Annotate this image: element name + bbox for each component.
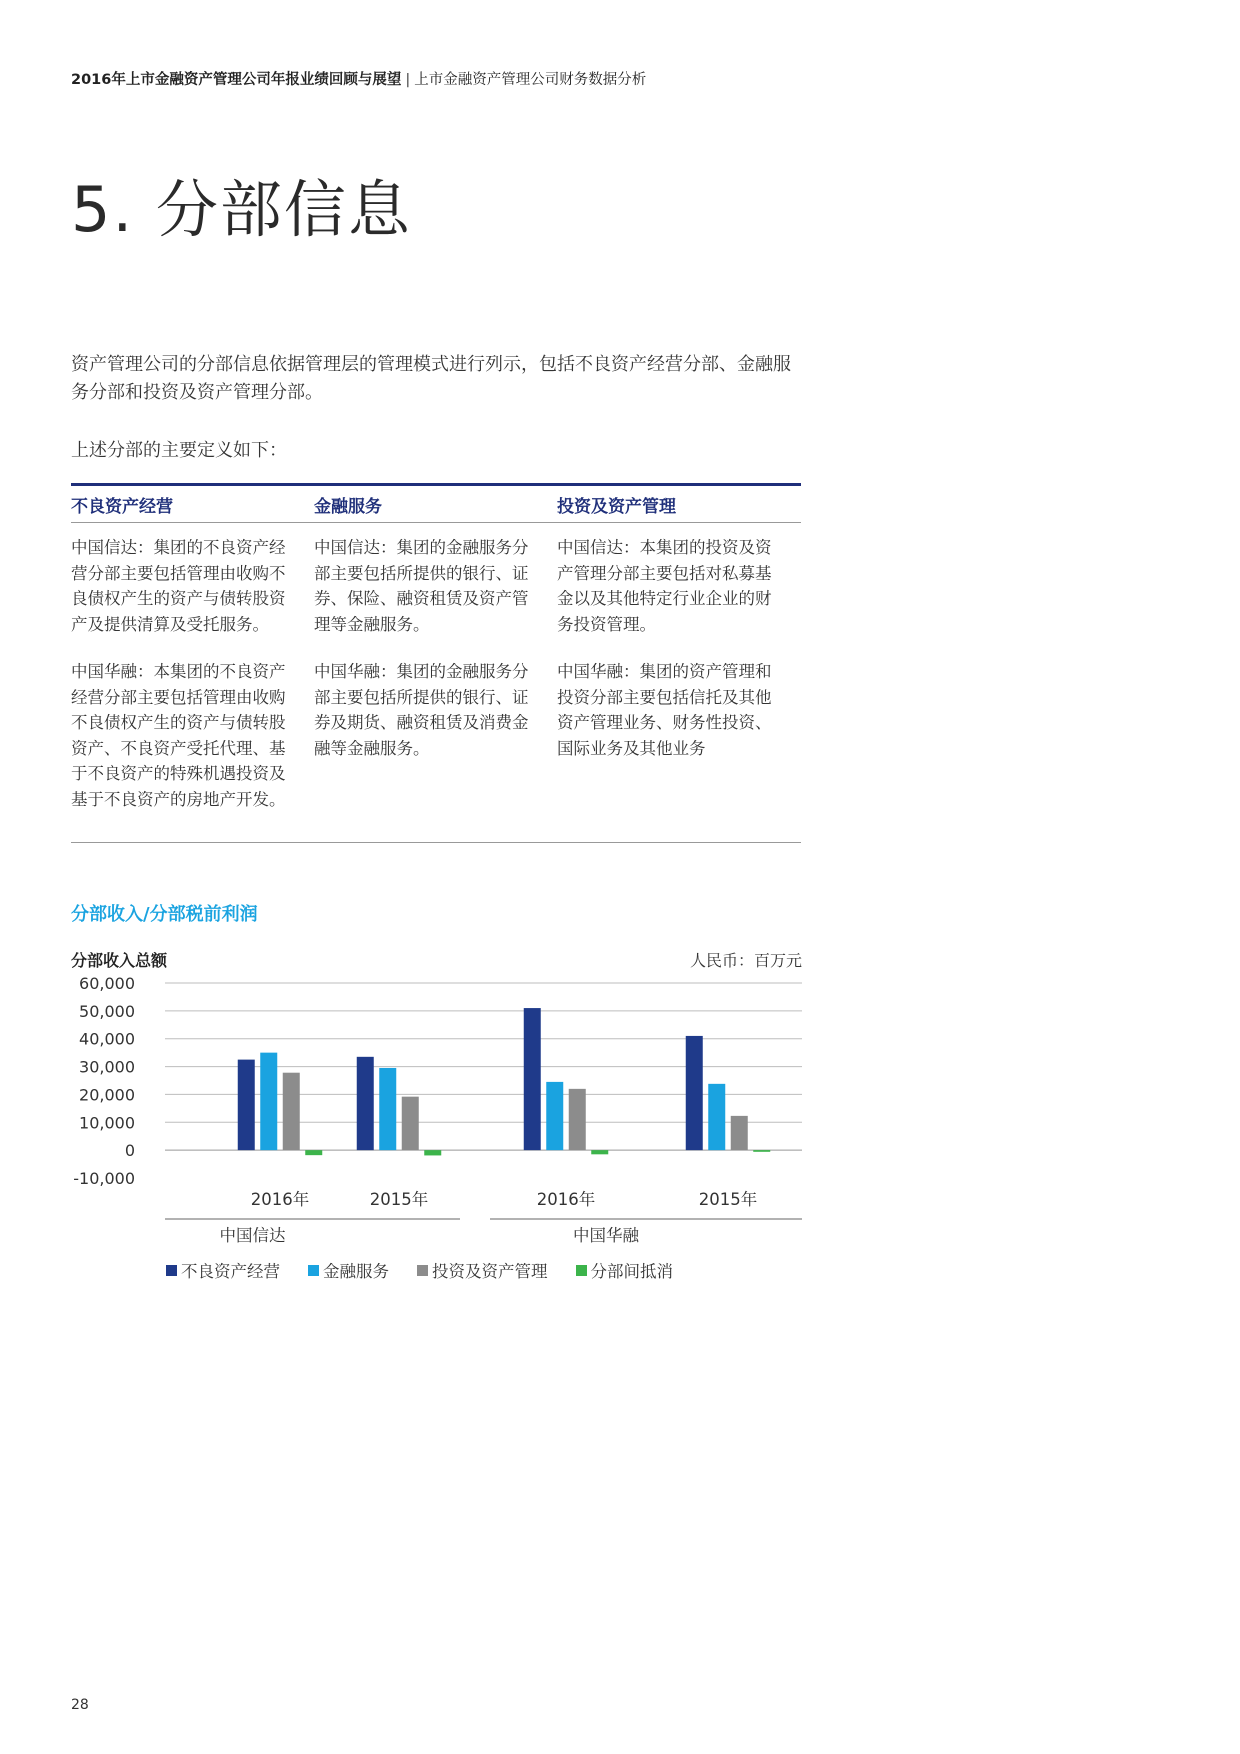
- x-tick-label: 2016年: [250, 1190, 310, 1209]
- bar: [591, 1150, 608, 1154]
- table-column-npa: [71, 535, 314, 834]
- legend-label-financial-services: 金融服务: [323, 1262, 389, 1281]
- definition-huarong-financial: 中国华融：集团的金融服务分部主要包括所提供的银行、证券及期货、融资租赁及消费金融等金融服务。: [314, 662, 529, 758]
- x-tick-label: 2015年: [698, 1190, 758, 1209]
- definition-huarong-investment: 中国华融：集团的资产管理和投资分部主要包括信托及其他资产管理业务、财务性投资、国际业务及其他业务: [557, 662, 772, 758]
- group-label: 中国华融: [573, 1226, 639, 1245]
- bar: [402, 1097, 419, 1150]
- legend-swatch-eliminations: [576, 1265, 587, 1276]
- legend-label-eliminations: 分部间抵消: [590, 1262, 673, 1281]
- page-number: 28: [71, 1697, 89, 1713]
- y-tick-label: 20,000: [79, 1085, 135, 1105]
- y-tick-label: 0: [124, 1141, 135, 1161]
- running-header: [71, 68, 646, 89]
- y-tick-label: 30,000: [79, 1057, 135, 1077]
- bar: [546, 1082, 563, 1150]
- table-heading-investment: 投资及资产管理: [557, 496, 676, 517]
- header-section-title: 上市金融资产管理公司财务数据分析: [414, 72, 647, 88]
- bar: [569, 1089, 586, 1150]
- legend-swatch-investment: [417, 1265, 428, 1276]
- x-tick-label: 2016年: [536, 1190, 596, 1209]
- chart-subtitle: 分部收入总额: [71, 951, 168, 970]
- y-tick-label: 40,000: [79, 1029, 135, 1049]
- x-tick-label: 2015年: [369, 1190, 429, 1209]
- legend-swatch-financial-services: [308, 1265, 319, 1276]
- table-body-row: [71, 523, 801, 842]
- bar: [731, 1116, 748, 1150]
- bar: [753, 1150, 770, 1152]
- chart-legend: [166, 1258, 673, 1282]
- definition-cinda-npa: 中国信达：集团的不良资产经营分部主要包括管理由收购不良债权产生的资产与债转股资产及提供清算及受托服务。: [71, 538, 286, 634]
- y-tick-label: 10,000: [79, 1113, 135, 1133]
- bar: [283, 1073, 300, 1150]
- page-title: 5. 分部信息: [71, 173, 412, 246]
- intro-paragraph: 资产管理公司的分部信息依据管理层的管理模式进行列示，包括不良资产经营分部、金融服务分部和投资及资产管理分部。: [71, 354, 791, 403]
- segment-revenue-bar-chart: [60, 975, 810, 1245]
- table-column-investment: [557, 535, 800, 834]
- lead-paragraph: 上述分部的主要定义如下：: [71, 440, 287, 461]
- definition-huarong-npa: 中国华融：本集团的不良资产经营分部主要包括管理由收购不良债权产生的资产与债转股资产、不良资产受托代理、基于不良资产的特殊机遇投资及基于不良资产的房地产开发。: [71, 662, 286, 809]
- table-header-row: [71, 486, 801, 523]
- legend-swatch-npa: [166, 1265, 177, 1276]
- bar: [524, 1008, 541, 1150]
- table-heading-financial-services: 金融服务: [314, 496, 382, 517]
- legend-item-npa: [166, 1258, 280, 1282]
- table-heading-npa: 不良资产经营: [71, 496, 173, 517]
- legend-item-financial-services: [308, 1258, 389, 1282]
- legend-label-npa: 不良资产经营: [181, 1262, 280, 1281]
- y-tick-label: -10,000: [73, 1169, 135, 1188]
- bar: [424, 1150, 441, 1155]
- legend-item-eliminations: [576, 1258, 674, 1282]
- bar: [686, 1036, 703, 1150]
- bar: [260, 1053, 277, 1151]
- bar: [708, 1084, 725, 1150]
- bar: [238, 1060, 255, 1151]
- definition-cinda-financial: 中国信达：集团的金融服务分部主要包括所提供的银行、证券、保险、融资租赁及资产管理等金融服务。: [314, 538, 529, 634]
- table-column-financial-services: [314, 535, 557, 834]
- chart-unit-label: 人民币：百万元: [689, 951, 802, 970]
- chart-section-title: 分部收入/分部税前利润: [71, 904, 258, 925]
- segment-definition-table: [71, 483, 801, 843]
- legend-label-investment: 投资及资产管理: [432, 1262, 548, 1281]
- definition-cinda-investment: 中国信达：本集团的投资及资产管理分部主要包括对私募基金以及其他特定行业企业的财务投资管理。: [557, 538, 772, 634]
- header-separator: |: [405, 72, 411, 88]
- bar: [379, 1068, 396, 1150]
- header-report-title: 2016年上市金融资产管理公司年报业绩回顾与展望: [71, 72, 402, 88]
- group-label: 中国信达: [219, 1226, 286, 1245]
- bar: [305, 1150, 322, 1155]
- y-tick-label: 60,000: [79, 975, 135, 993]
- legend-item-investment: [417, 1258, 548, 1282]
- bar: [357, 1057, 374, 1150]
- y-tick-label: 50,000: [79, 1001, 135, 1021]
